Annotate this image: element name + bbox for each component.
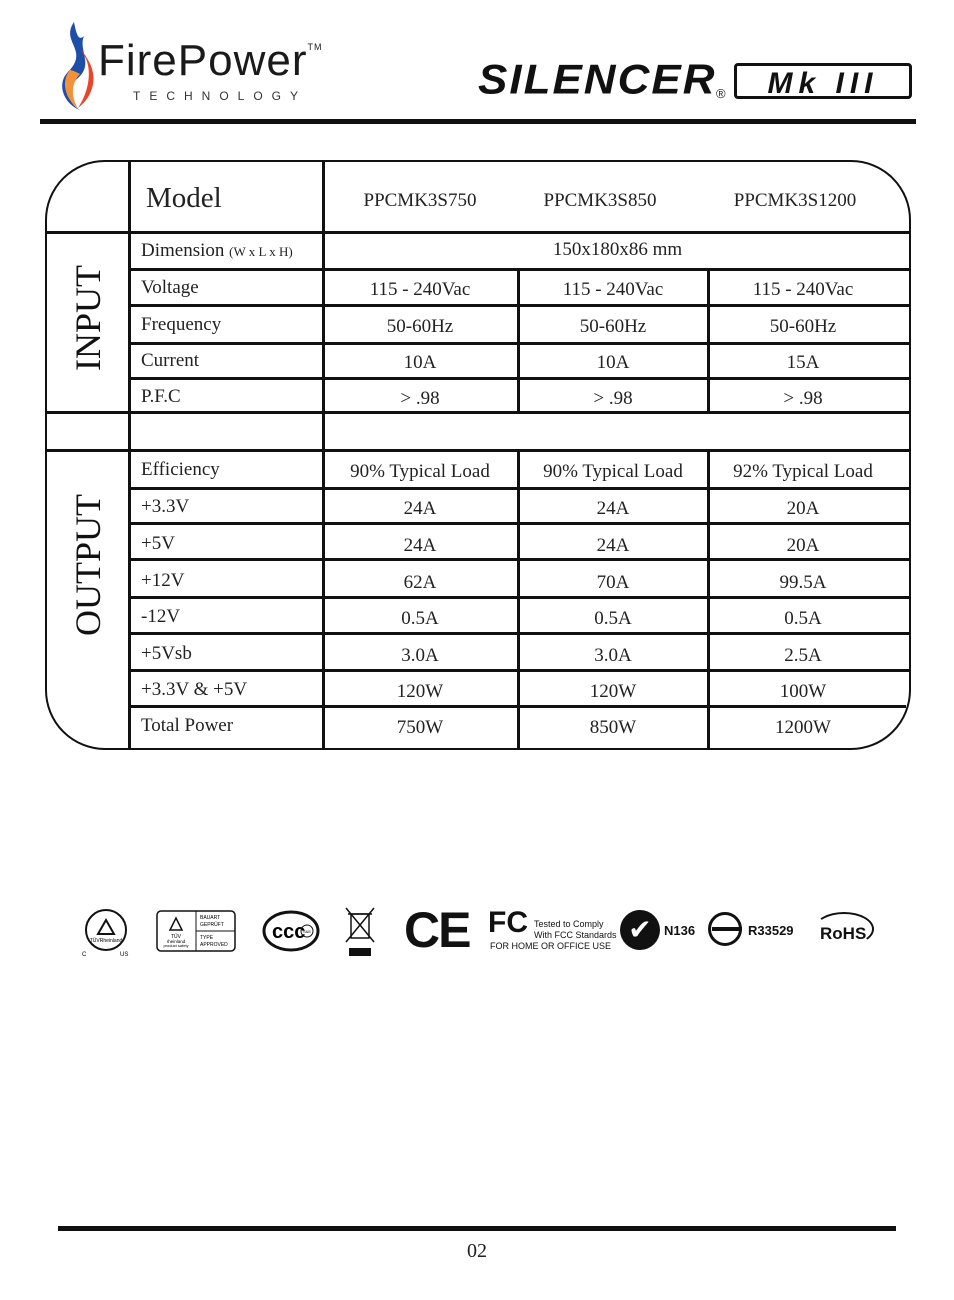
firepower-flame-logo (50, 20, 98, 112)
table-row-line (128, 632, 910, 635)
spec-value: 24A (403, 535, 437, 556)
input-section-label: INPUT (68, 265, 108, 371)
row-label: +12V (141, 570, 185, 591)
spec-value: 850W (589, 717, 637, 738)
spec-value: 20A (786, 498, 820, 519)
spec-value: 50-60Hz (386, 316, 454, 337)
spec-value: 50-60Hz (579, 316, 647, 337)
table-row-line (128, 669, 910, 672)
fcc-mark: FC (488, 906, 528, 939)
row-label: Voltage (141, 277, 199, 298)
fcc-line3: FOR HOME OR OFFICE USE (490, 941, 612, 951)
spec-value: 120W (396, 681, 444, 702)
footer-rule (58, 1226, 896, 1231)
spec-value: > .98 (783, 388, 823, 409)
c-tick-logo (620, 910, 710, 952)
spec-value: 3.0A (594, 645, 632, 666)
model-label: Model (146, 182, 222, 214)
tuv-bauart-logo (156, 910, 236, 952)
spec-value: 70A (596, 572, 630, 593)
spec-value: > .98 (593, 388, 633, 409)
rohs-logo (812, 912, 878, 948)
spec-value: 24A (596, 535, 630, 556)
spec-value: 115 - 240Vac (752, 279, 854, 300)
row-label: Frequency (141, 314, 222, 335)
model-name: PPCMK3S750 (363, 190, 477, 211)
row-label: Efficiency (141, 459, 220, 480)
c-tick-icon: ✔ (620, 910, 660, 950)
table-row-line (128, 304, 910, 307)
model-name: PPCMK3S850 (543, 190, 657, 211)
dimension-unit: (W x L x H) (229, 244, 293, 259)
c-tick-code: N136 (664, 923, 696, 938)
table-row-line (128, 705, 906, 708)
table-row-line (46, 411, 910, 414)
spec-value: 120W (589, 681, 637, 702)
svg-text:ccc: ccc (272, 921, 306, 943)
spec-value: 3.0A (401, 645, 439, 666)
row-label: P.F.C (141, 386, 181, 407)
russia-cert-code: R33529 (748, 923, 794, 938)
spec-value: 0.5A (401, 608, 439, 629)
spec-value: 20A (786, 535, 820, 556)
fcc-logo (488, 906, 618, 952)
svg-text:S&E: S&E (302, 929, 312, 934)
spec-value: 10A (403, 352, 437, 373)
spec-value: 10A (596, 352, 630, 373)
ce-mark: CE (404, 902, 470, 958)
header-rule (40, 119, 916, 124)
page-number: 02 (467, 1240, 487, 1262)
row-label: +3.3V & +5V (141, 679, 248, 700)
table-row-line (128, 558, 910, 561)
weee-bin-icon (342, 904, 378, 958)
product-mark-badge: Mk III (734, 63, 912, 99)
spec-value: 750W (396, 717, 444, 738)
table-row-line (128, 268, 910, 271)
table-divider (128, 160, 131, 750)
spec-value: 62A (403, 572, 437, 593)
spec-value: 50-60Hz (769, 316, 837, 337)
table-row-line (128, 377, 910, 380)
fcc-line2: With FCC Standards (534, 930, 617, 940)
model-name: PPCMK3S1200 (733, 190, 857, 211)
table-row-line (46, 231, 910, 234)
dimension-label: Dimension (W x L x H) (141, 240, 293, 261)
spec-value: 90% Typical Load (543, 461, 683, 482)
russia-cert-logo (708, 910, 804, 952)
svg-text:BAUART: BAUART (200, 915, 221, 921)
product-name: SILENCER (478, 56, 717, 103)
svg-text:APPROVED: APPROVED (200, 942, 228, 948)
svg-text:TÜV: TÜV (171, 934, 181, 940)
spec-value: 100W (779, 681, 827, 702)
svg-text:product safety: product safety (163, 943, 189, 948)
ccc-logo (262, 910, 320, 952)
registered-mark: ® (716, 86, 726, 101)
svg-text:C: C (82, 952, 87, 958)
spec-value: 90% Typical Load (350, 461, 490, 482)
table-row-line (128, 596, 910, 599)
spec-value: > .98 (400, 388, 440, 409)
table-row-line (128, 487, 910, 490)
svg-text:TÜVRheinland: TÜVRheinland (89, 938, 123, 944)
tuv-rheinland-cus-logo (80, 908, 132, 958)
russia-cert-bar (712, 927, 742, 931)
svg-text:US: US (120, 952, 129, 958)
row-label: +3.3V (141, 496, 190, 517)
row-label: Current (141, 350, 200, 371)
fcc-line1: Tested to Comply (534, 919, 604, 929)
row-label: Total Power (141, 715, 234, 736)
spec-value: 15A (786, 352, 820, 373)
spec-value: 0.5A (784, 608, 822, 629)
brand-subtitle: TECHNOLOGY (133, 89, 308, 103)
spec-value: 115 - 240Vac (562, 279, 664, 300)
spec-value: 24A (596, 498, 630, 519)
output-section-label: OUTPUT (68, 494, 108, 636)
row-label: -12V (141, 606, 181, 627)
svg-text:rheinland: rheinland (166, 939, 186, 944)
brand-tm: TM (307, 42, 323, 52)
rohs-text: RoHS (820, 924, 867, 943)
spec-value: 115 - 240Vac (369, 279, 471, 300)
spec-value: 1200W (775, 717, 831, 738)
spec-value: 0.5A (594, 608, 632, 629)
svg-text:TYPE: TYPE (200, 935, 214, 941)
svg-text:GEPRÜFT: GEPRÜFT (200, 922, 224, 928)
spec-value: 2.5A (784, 645, 822, 666)
spec-value: 92% Typical Load (733, 461, 873, 482)
brand-name: FirePower™ (98, 36, 323, 85)
row-label: +5V (141, 533, 175, 554)
spec-value: 24A (403, 498, 437, 519)
spec-value: 99.5A (779, 572, 827, 593)
dimension-value: 150x180x86 mm (552, 239, 683, 260)
table-row-line (46, 449, 910, 452)
table-row-line (128, 522, 910, 525)
row-label: +5Vsb (141, 643, 192, 664)
table-row-line (128, 342, 910, 345)
